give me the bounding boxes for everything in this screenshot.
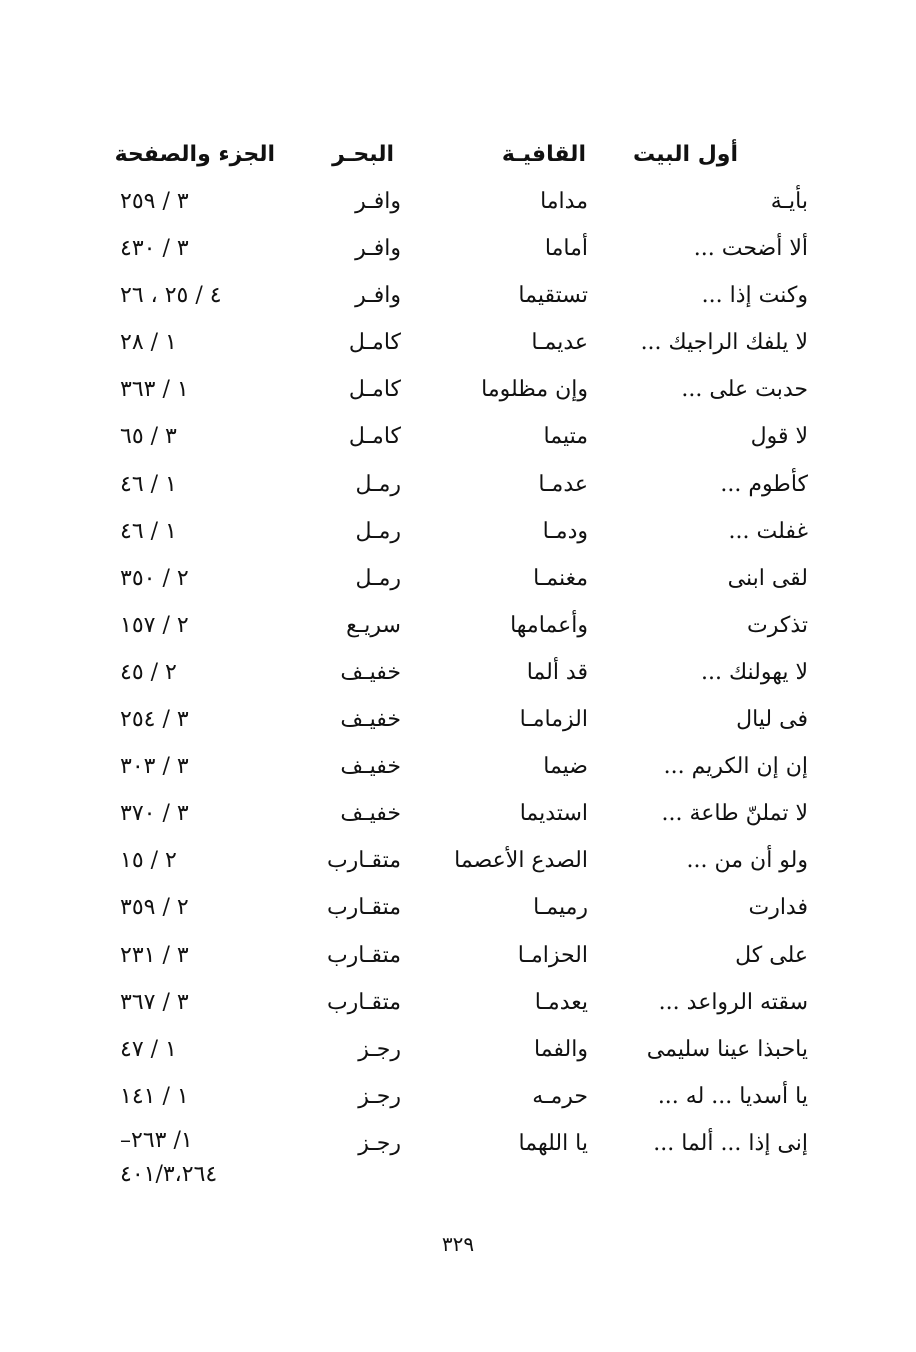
- rhyme-cell: الزمامـا: [519, 707, 588, 733]
- meter-cell: متقـارب: [326, 942, 401, 968]
- meter-cell: وافـر: [355, 236, 401, 262]
- first-verse-cell: إن إن الكريم ...: [663, 754, 808, 780]
- volume-page-text: ٣ / ٣٠٣: [120, 754, 189, 780]
- table-row: [0, 649, 916, 696]
- first-verse-cell: سقته الرواعد ...: [658, 989, 808, 1015]
- table-row: [0, 979, 916, 1026]
- first-verse-cell: على كل: [735, 942, 808, 968]
- header-volume-page: الجزء والصفحة: [114, 142, 275, 167]
- rhyme-cell: رميمـا: [533, 895, 588, 921]
- table-row: [0, 413, 916, 460]
- table-row: [0, 225, 916, 272]
- volume-page-text: ٣ / ٢٥٩: [120, 189, 189, 214]
- meter-cell: كامـل: [348, 424, 401, 450]
- rhyme-cell: استديما: [519, 801, 588, 827]
- volume-page-cell: [120, 1026, 270, 1073]
- table-row: [0, 1120, 916, 1187]
- rhyme-cell: عديمـا: [531, 330, 588, 356]
- table-row: [0, 178, 916, 225]
- table-row: [0, 837, 916, 884]
- volume-page-text: ٢ / ٣٥٩: [120, 895, 189, 921]
- table-row: [0, 1026, 916, 1073]
- volume-page-text: ٣ / ٣٦٧: [120, 989, 189, 1015]
- volume-page-cell: [120, 884, 270, 931]
- first-verse-cell: إنى إذا ... ألما ...: [653, 1130, 808, 1156]
- volume-page-text: ٢ / ٤٥: [120, 659, 177, 685]
- first-verse-cell: غفلت ...: [728, 518, 808, 544]
- first-verse-cell: ألا أضحت ...: [693, 236, 808, 262]
- volume-page-text: ٣ / ٢٥٤: [120, 707, 189, 733]
- rhyme-cell: الحزامـا: [517, 942, 588, 968]
- header-rhyme: القافيـة: [501, 142, 586, 167]
- rhyme-cell: قد ألما: [526, 659, 588, 685]
- volume-page-cell: [120, 555, 270, 602]
- meter-cell: وافـر: [355, 283, 401, 309]
- volume-page-text: ١/ ٢٦٣–: [120, 1127, 193, 1153]
- volume-page-text: ٢ / ٣٥٠: [120, 565, 189, 591]
- rhyme-cell: أماما: [544, 236, 588, 262]
- meter-cell: رمـل: [355, 471, 401, 497]
- volume-page-text: ٤ / ٢٥ ، ٢٦: [120, 283, 222, 309]
- rhyme-cell: وإن مظلوما: [481, 377, 588, 403]
- rhyme-cell: الصدع الأعصما: [454, 848, 588, 874]
- first-verse-cell: يا أسديا ... له ...: [657, 1083, 808, 1109]
- table-row: [0, 366, 916, 413]
- meter-cell: خفيـف: [340, 801, 401, 827]
- first-verse-cell: تذكرت: [747, 612, 808, 638]
- meter-cell: وافـر: [355, 189, 401, 214]
- table-row: [0, 272, 916, 319]
- volume-page-text: ٣ / ٦٥: [120, 424, 177, 450]
- volume-page-cell: [120, 225, 270, 272]
- volume-page-cell: [120, 837, 270, 884]
- table-row: [0, 319, 916, 366]
- first-verse-cell: لا يلفك الراجيك ...: [640, 330, 808, 356]
- page-number: ٣٢٩: [441, 1232, 475, 1256]
- first-verse-cell: كأطوم ...: [720, 471, 808, 497]
- volume-page-cell: [120, 649, 270, 696]
- first-verse-cell: فدارت: [748, 895, 808, 921]
- volume-page-text: ١ / ٤٦: [120, 518, 177, 544]
- meter-cell: خفيـف: [340, 707, 401, 733]
- table-row: [0, 555, 916, 602]
- rhyme-cell: وأعمامها: [510, 612, 588, 638]
- volume-page-text-continued: ٤٠١/٣،٢٦٤: [120, 1161, 218, 1187]
- volume-page-text: ١ / ٢٨: [120, 330, 177, 356]
- header-first-verse: أول البيت: [632, 142, 738, 167]
- first-verse-cell: وكنت إذا ...: [701, 283, 808, 309]
- meter-cell: كامـل: [348, 330, 401, 356]
- volume-page-text: ١ / ١٤١: [120, 1083, 189, 1109]
- volume-page-cell: [120, 790, 270, 837]
- rhyme-cell: عدمـا: [538, 471, 588, 497]
- first-verse-cell: لا تملنّ طاعة ...: [661, 801, 808, 827]
- meter-cell: رمـل: [355, 565, 401, 591]
- volume-page-cell: [120, 413, 270, 460]
- rhyme-cell: متيما: [543, 424, 588, 450]
- table-header: [0, 140, 916, 170]
- first-verse-cell: حدبت على ...: [681, 377, 808, 403]
- table-row: [0, 790, 916, 837]
- volume-page-cell: [120, 272, 270, 319]
- meter-cell: خفيـف: [340, 754, 401, 780]
- meter-cell: رجـز: [358, 1083, 401, 1109]
- table-row: [0, 461, 916, 508]
- volume-page-text: ٢ / ١٥: [120, 848, 177, 874]
- first-verse-cell: لا قول: [750, 424, 808, 450]
- table-row: [0, 1073, 916, 1120]
- first-verse-cell: لقى ابنى: [727, 565, 808, 591]
- first-verse-cell: لا يهولنك ...: [700, 659, 808, 685]
- rhyme-cell: مغنمـا: [533, 565, 588, 591]
- volume-page-cell: [120, 932, 270, 979]
- meter-cell: متقـارب: [326, 989, 401, 1015]
- meter-cell: سريـع: [346, 612, 401, 638]
- rhyme-cell: تستقيما: [518, 283, 588, 309]
- volume-page-cell: [120, 743, 270, 790]
- volume-page-cell: [120, 1120, 270, 1192]
- rhyme-cell: حرمـه: [532, 1083, 588, 1109]
- volume-page-text: ٣ / ٤٣٠: [120, 236, 189, 262]
- rhyme-cell: ودمـا: [542, 518, 588, 544]
- volume-page-cell: [120, 178, 270, 225]
- first-verse-cell: بأيـة: [770, 189, 808, 214]
- header-meter: البحـر: [332, 142, 394, 167]
- volume-page-cell: [120, 508, 270, 555]
- table-body: [0, 178, 916, 1187]
- volume-page-text: ١ / ٣٦٣: [120, 377, 189, 403]
- first-verse-cell: ياحبذا عينا سليمى: [646, 1036, 808, 1062]
- volume-page-cell: [120, 319, 270, 366]
- volume-page-text: ٣ / ٢٣١: [120, 942, 189, 968]
- first-verse-cell: فى ليال: [736, 707, 808, 733]
- table-row: [0, 696, 916, 743]
- volume-page-cell: [120, 461, 270, 508]
- volume-page-cell: [120, 1073, 270, 1120]
- meter-cell: رمـل: [355, 518, 401, 544]
- rhyme-cell: مداما: [540, 189, 588, 214]
- volume-page-text: ٢ / ١٥٧: [120, 612, 189, 638]
- table-row: [0, 932, 916, 979]
- meter-cell: خفيـف: [340, 659, 401, 685]
- rhyme-cell: يعدمـا: [534, 989, 588, 1015]
- volume-page-cell: [120, 979, 270, 1026]
- table-row: [0, 508, 916, 555]
- table-row: [0, 602, 916, 649]
- table-row: [0, 743, 916, 790]
- volume-page-cell: [120, 696, 270, 743]
- rhyme-cell: يا اللهما: [518, 1130, 588, 1156]
- volume-page-text: ١ / ٤٧: [120, 1036, 177, 1062]
- meter-cell: رجـز: [358, 1036, 401, 1062]
- rhyme-cell: ضيما: [543, 754, 588, 780]
- meter-cell: متقـارب: [326, 895, 401, 921]
- volume-page-cell: [120, 366, 270, 413]
- volume-page-text: ١ / ٤٦: [120, 471, 177, 497]
- rhyme-cell: والفما: [534, 1036, 588, 1062]
- meter-cell: كامـل: [348, 377, 401, 403]
- volume-page-text: ٣ / ٣٧٠: [120, 801, 189, 827]
- meter-cell: متقـارب: [326, 848, 401, 874]
- meter-cell: رجـز: [358, 1130, 401, 1156]
- first-verse-cell: ولو أن من ...: [686, 848, 808, 874]
- table-row: [0, 884, 916, 931]
- volume-page-cell: [120, 602, 270, 649]
